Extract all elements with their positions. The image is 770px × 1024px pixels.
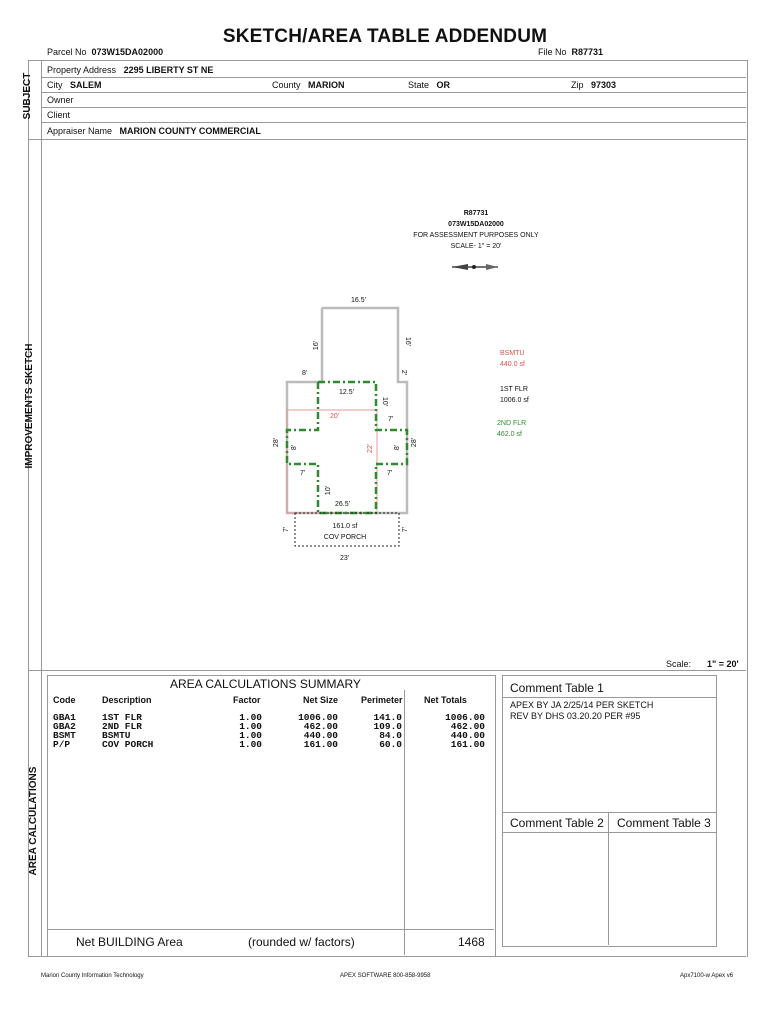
table-cell-perim: 60.0 [379,739,402,750]
page-title: SKETCH/AREA TABLE ADDENDUM [222,26,548,47]
sketch-section-label: IMPROVEMENTS SKETCH [24,343,35,469]
totals-divider [404,690,405,955]
net-divider [47,929,494,930]
table-cell-size: 440.00 [303,730,338,741]
row-divider [42,107,746,108]
table-cell-code: GBA2 [53,721,76,732]
porch-label [315,521,375,543]
file-number [538,47,603,57]
table-cell-size: 161.00 [303,739,338,750]
col-code: Code [53,695,76,705]
subject-section-label: SUBJECT [22,72,33,120]
table-cell-total: 161.00 [450,739,485,750]
sketch-info-parcel: R87731 [463,210,489,217]
dim-right-28: 28' [411,437,419,448]
table-cell-total: 1006.00 [445,712,485,723]
sketch-info-scale: SCALE- 1" = 20' [450,243,502,250]
dim-inner-top: 12.5' [339,389,354,396]
north-arrow-icon [450,261,500,273]
table-cell-size: 1006.00 [298,712,338,723]
owner-label: Owner [47,95,74,105]
zip-label: Zip [571,80,584,90]
table-cell-desc: BSMTU [102,730,131,741]
property-address-row [47,65,213,75]
legend-1st-name: 1ST FLR [500,386,528,393]
table-cell-factor: 1.00 [239,712,262,723]
table-cell-code: GBA1 [53,712,76,723]
dim-inner-7a: 7' [388,416,394,423]
state-field [408,80,450,90]
dim-inner-right-v: 10' [381,396,389,407]
parcel-label: Parcel No [47,47,87,57]
dim-lower-7-left: 7' [300,470,306,477]
comment-divider [502,812,716,813]
legend-1st-flr [500,384,529,406]
table-cell-code: BSMT [53,730,76,741]
dim-inner-22: 22' [367,443,375,454]
zip-field [571,80,616,90]
county-value: MARION [308,80,345,90]
porch-area: 161.0 sf [332,523,358,530]
table-cell-perim: 109.0 [373,721,402,732]
basement-outline [287,410,377,513]
table-cell-code: P/P [53,739,71,750]
dim-right-8: 8' [394,444,402,451]
dim-left-upper: 16' [313,340,321,351]
dim-porch-width: 23' [340,555,350,562]
col-net-size: Net Size [303,695,339,705]
footer-right: Apx7100-w Apex v6 [680,973,734,979]
second-floor-outline [287,382,407,513]
appraiser-value: MARION COUNTY COMMERCIAL [119,126,261,136]
city-value: SALEM [70,80,102,90]
col-factor: Factor [233,695,261,705]
dim-lower-7-right: 7' [387,470,393,477]
table-cell-factor: 1.00 [239,721,262,732]
row-divider [42,122,746,123]
legend-2nd-name: 2ND FLR [497,420,527,427]
side-divider [41,60,42,956]
city-field [47,80,102,90]
col-net-totals: Net Totals [424,695,467,705]
table-cell-total: 440.00 [450,730,485,741]
table-cell-size: 462.00 [303,721,338,732]
dim-porch-right: 7' [402,526,410,533]
city-label: City [47,80,63,90]
table-cell-desc: 1ST FLR [102,712,142,723]
porch-name: COV PORCH [323,534,367,541]
legend-2nd-flr [497,418,526,440]
dim-bottom: 26.5' [335,501,350,508]
comment-divider [502,697,716,698]
net-building-label: Net BUILDING Area [76,935,183,949]
comment-table-2-title: Comment Table 2 [510,816,604,830]
legend-bsmtu-area: 440.0 sf [500,361,525,368]
footer-center: APEX SOFTWARE 800-858-9958 [340,973,431,979]
comment-table-1-title: Comment Table 1 [510,681,604,695]
comment-divider [502,832,716,833]
property-address-value: 2295 LIBERTY ST NE [123,65,214,75]
sketch-info-purpose: FOR ASSESSMENT PURPOSES ONLY [413,232,539,239]
state-value: OR [436,80,451,90]
county-field [272,80,345,90]
appraiser-field [47,126,261,136]
dim-left-28: 28' [273,437,281,448]
dim-left-8: 8' [291,444,299,451]
dim-right-step: 2' [400,369,408,376]
comment-table-3-title: Comment Table 3 [617,816,711,830]
table-cell-desc: COV PORCH [102,739,154,750]
table-cell-total: 462.00 [450,721,485,732]
area-section-label: AREA CALCULATIONS [28,766,39,876]
sketch-info-id: 073W15DA02000 [448,221,504,228]
table-cell-perim: 84.0 [379,730,402,741]
table-cell-perim: 141.0 [373,712,402,723]
property-address-label: Property Address [47,65,117,75]
section-divider [28,139,746,140]
state-label: State [408,80,430,90]
scale-value: 1" = 20' [707,659,739,669]
dim-lower-10: 10' [325,485,333,496]
net-building-value: 1468 [458,935,485,949]
zip-value: 97303 [591,80,617,90]
net-building-note: (rounded w/ factors) [248,935,355,949]
legend-2nd-area: 462.0 sf [497,431,522,438]
file-value: R87731 [571,47,604,57]
dim-top: 16.5' [351,297,366,304]
col-perimeter: Perimeter [361,695,403,705]
dim-porch-left: 7' [283,526,291,533]
dim-right-upper: 16' [404,336,412,347]
county-label: County [272,80,301,90]
section-divider [28,670,746,671]
footer-left: Marion County Information Technology [41,973,144,979]
dim-left-step: 8' [302,370,308,377]
client-label: Client [47,110,71,120]
sketch-info [400,208,552,252]
row-divider [42,92,746,93]
comment-line-2: REV BY DHS 03.20.20 PER #95 [510,711,641,721]
dim-red-width: 20' [330,413,340,420]
table-cell-desc: 2ND FLR [102,721,142,732]
legend-bsmtu [500,348,525,370]
footer-divider [28,956,746,957]
row-divider [42,77,746,78]
table-cell-factor: 1.00 [239,739,262,750]
col-description: Description [102,695,152,705]
parcel-number [47,47,163,57]
comment-table-1-body [510,700,653,722]
table-cell-factor: 1.00 [239,730,262,741]
comment-line-1: APEX BY JA 2/25/14 PER SKETCH [510,700,654,710]
legend-1st-area: 1006.0 sf [500,397,529,404]
file-label: File No [538,47,567,57]
legend-bsmtu-name: BSMTU [500,350,525,357]
area-summary-title: AREA CALCULATIONS SUMMARY [170,677,361,691]
scale-label: Scale: [666,659,692,669]
parcel-value: 073W15DA02000 [91,47,164,57]
appraiser-label: Appraiser Name [47,126,113,136]
